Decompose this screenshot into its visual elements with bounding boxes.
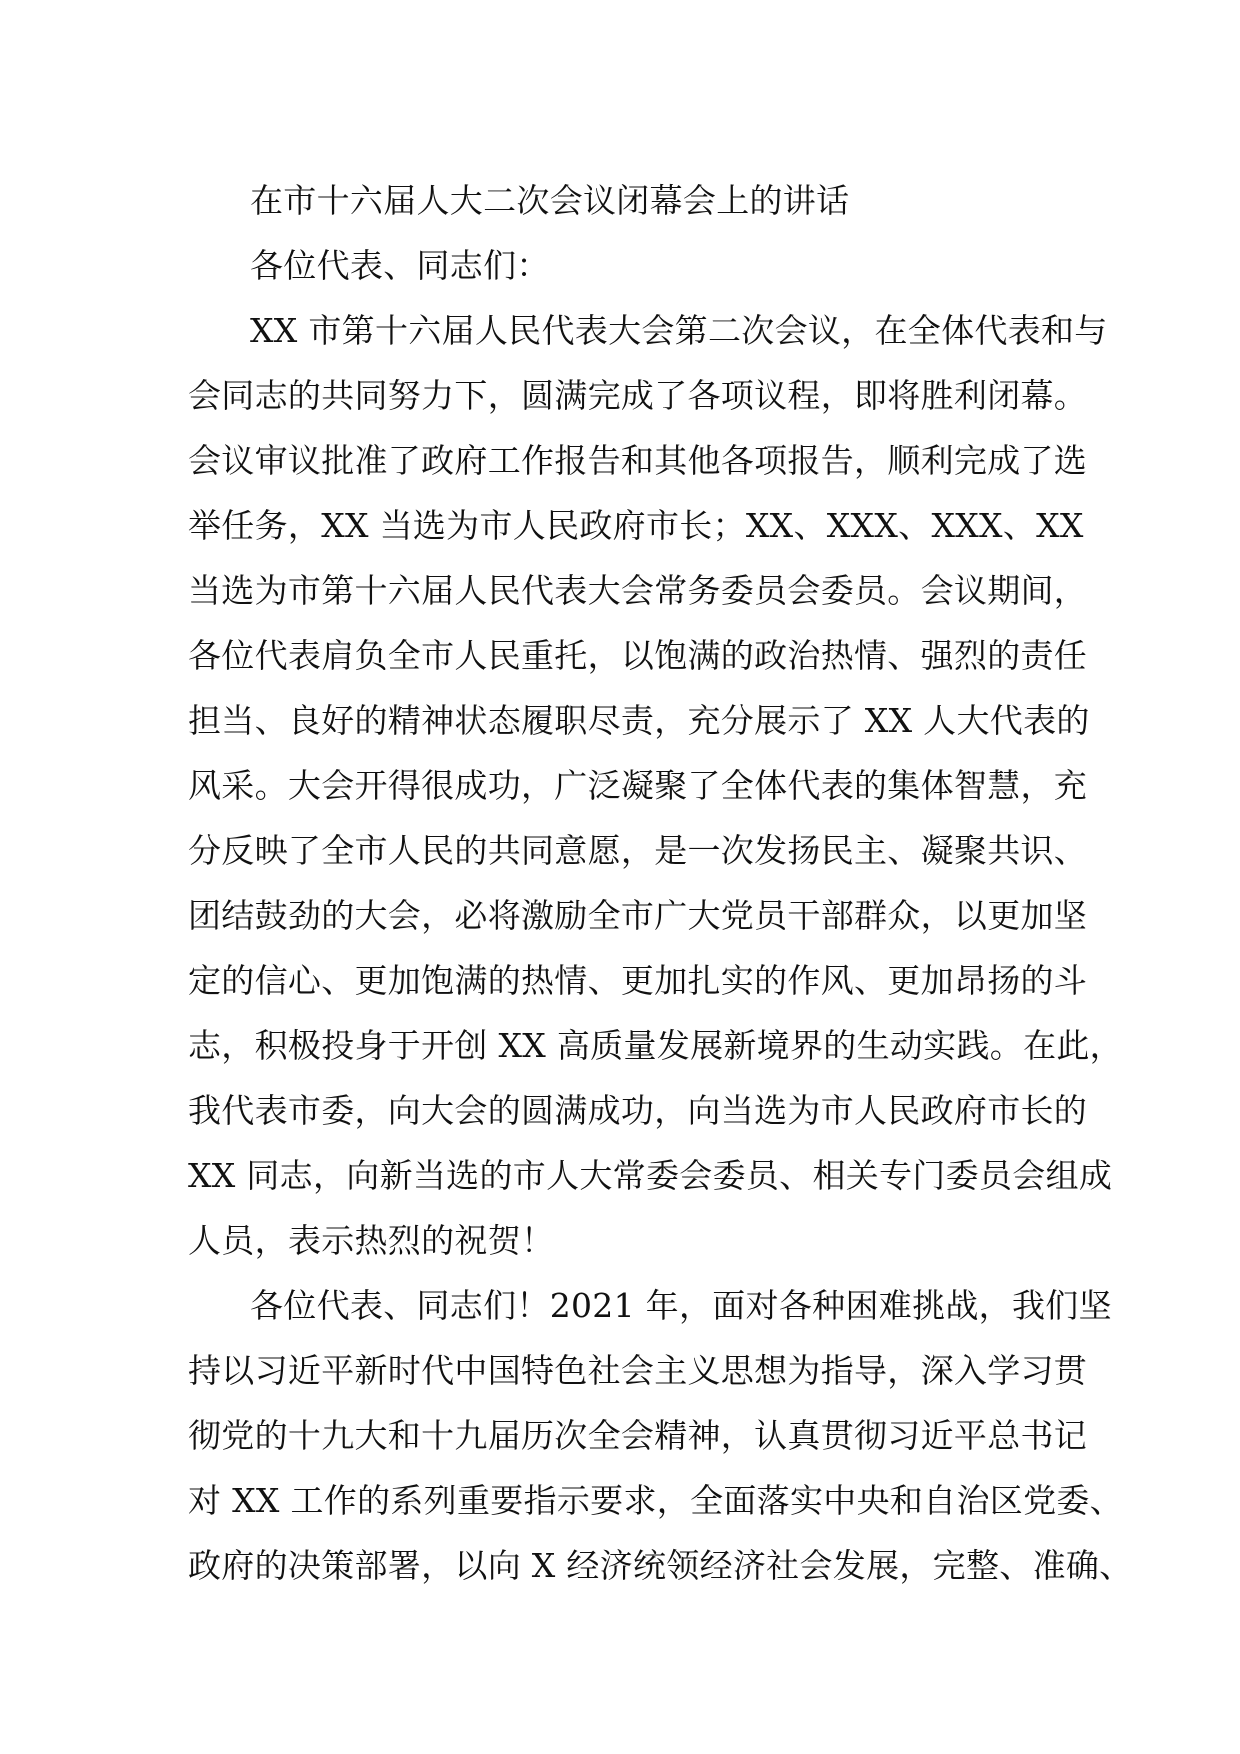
- paragraph-line: XX 同志，向新当选的市人大常委会委员、相关专门委员会组成: [188, 1156, 1113, 1195]
- paragraph-line: 各位代表肩负全市人民重托，以饱满的政治热情、强烈的责任: [188, 636, 1088, 675]
- paragraph-line: 政府的决策部署，以向 X 经济统领经济社会发展，完整、准确、: [188, 1546, 1133, 1585]
- paragraph-line: 分反映了全市人民的共同意愿，是一次发扬民主、凝聚共识、: [188, 831, 1088, 870]
- paragraph-1: [188, 298, 1123, 1273]
- paragraph-line: 持以习近平新时代中国特色社会主义思想为指导，深入学习贯: [188, 1351, 1088, 1390]
- paragraph-line: 团结鼓劲的大会，必将激励全市广大党员干部群众，以更加坚: [188, 896, 1088, 935]
- paragraph-line: 人员，表示热烈的祝贺！: [188, 1221, 555, 1260]
- salutation: 各位代表、同志们：: [250, 246, 550, 285]
- paragraph-line: 会同志的共同努力下，圆满完成了各项议程，即将胜利闭幕。: [188, 376, 1088, 415]
- paragraph-line: 我代表市委，向大会的圆满成功，向当选为市人民政府市长的: [188, 1091, 1088, 1130]
- paragraph-line: 担当、良好的精神状态履职尽责，充分展示了 XX 人大代表的: [188, 701, 1090, 740]
- document-title: 在市十六届人大二次会议闭幕会上的讲话: [250, 181, 850, 220]
- paragraph-line: 风采。大会开得很成功，广泛凝聚了全体代表的集体智慧，充: [188, 766, 1088, 805]
- paragraph-line: XX 市第十六届人民代表大会第二次会议，在全体代表和与: [250, 311, 1108, 350]
- paragraph-line: 定的信心、更加饱满的热情、更加扎实的作风、更加昂扬的斗: [188, 961, 1088, 1000]
- paragraph-line: 志，积极投身于开创 XX 高质量发展新境界的生动实践。在此，: [188, 1026, 1123, 1065]
- paragraph-line: 各位代表、同志们！2021 年，面对各种困难挑战，我们坚: [250, 1286, 1112, 1325]
- document-body: [188, 168, 1133, 1598]
- paragraph-line: 会议审议批准了政府工作报告和其他各项报告，顺利完成了选: [188, 441, 1088, 480]
- paragraph-line: 对 XX 工作的系列重要指示要求，全面落实中央和自治区党委、: [188, 1481, 1123, 1520]
- paragraph-2: [188, 1273, 1133, 1598]
- paragraph-line: 彻党的十九大和十九届历次全会精神，认真贯彻习近平总书记: [188, 1416, 1088, 1455]
- paragraph-line: 举任务，XX 当选为市人民政府市长；XX、XXX、XXX、XX: [188, 506, 1084, 545]
- paragraph-line: 当选为市第十六届人民代表大会常务委员会委员。会议期间，: [188, 571, 1088, 610]
